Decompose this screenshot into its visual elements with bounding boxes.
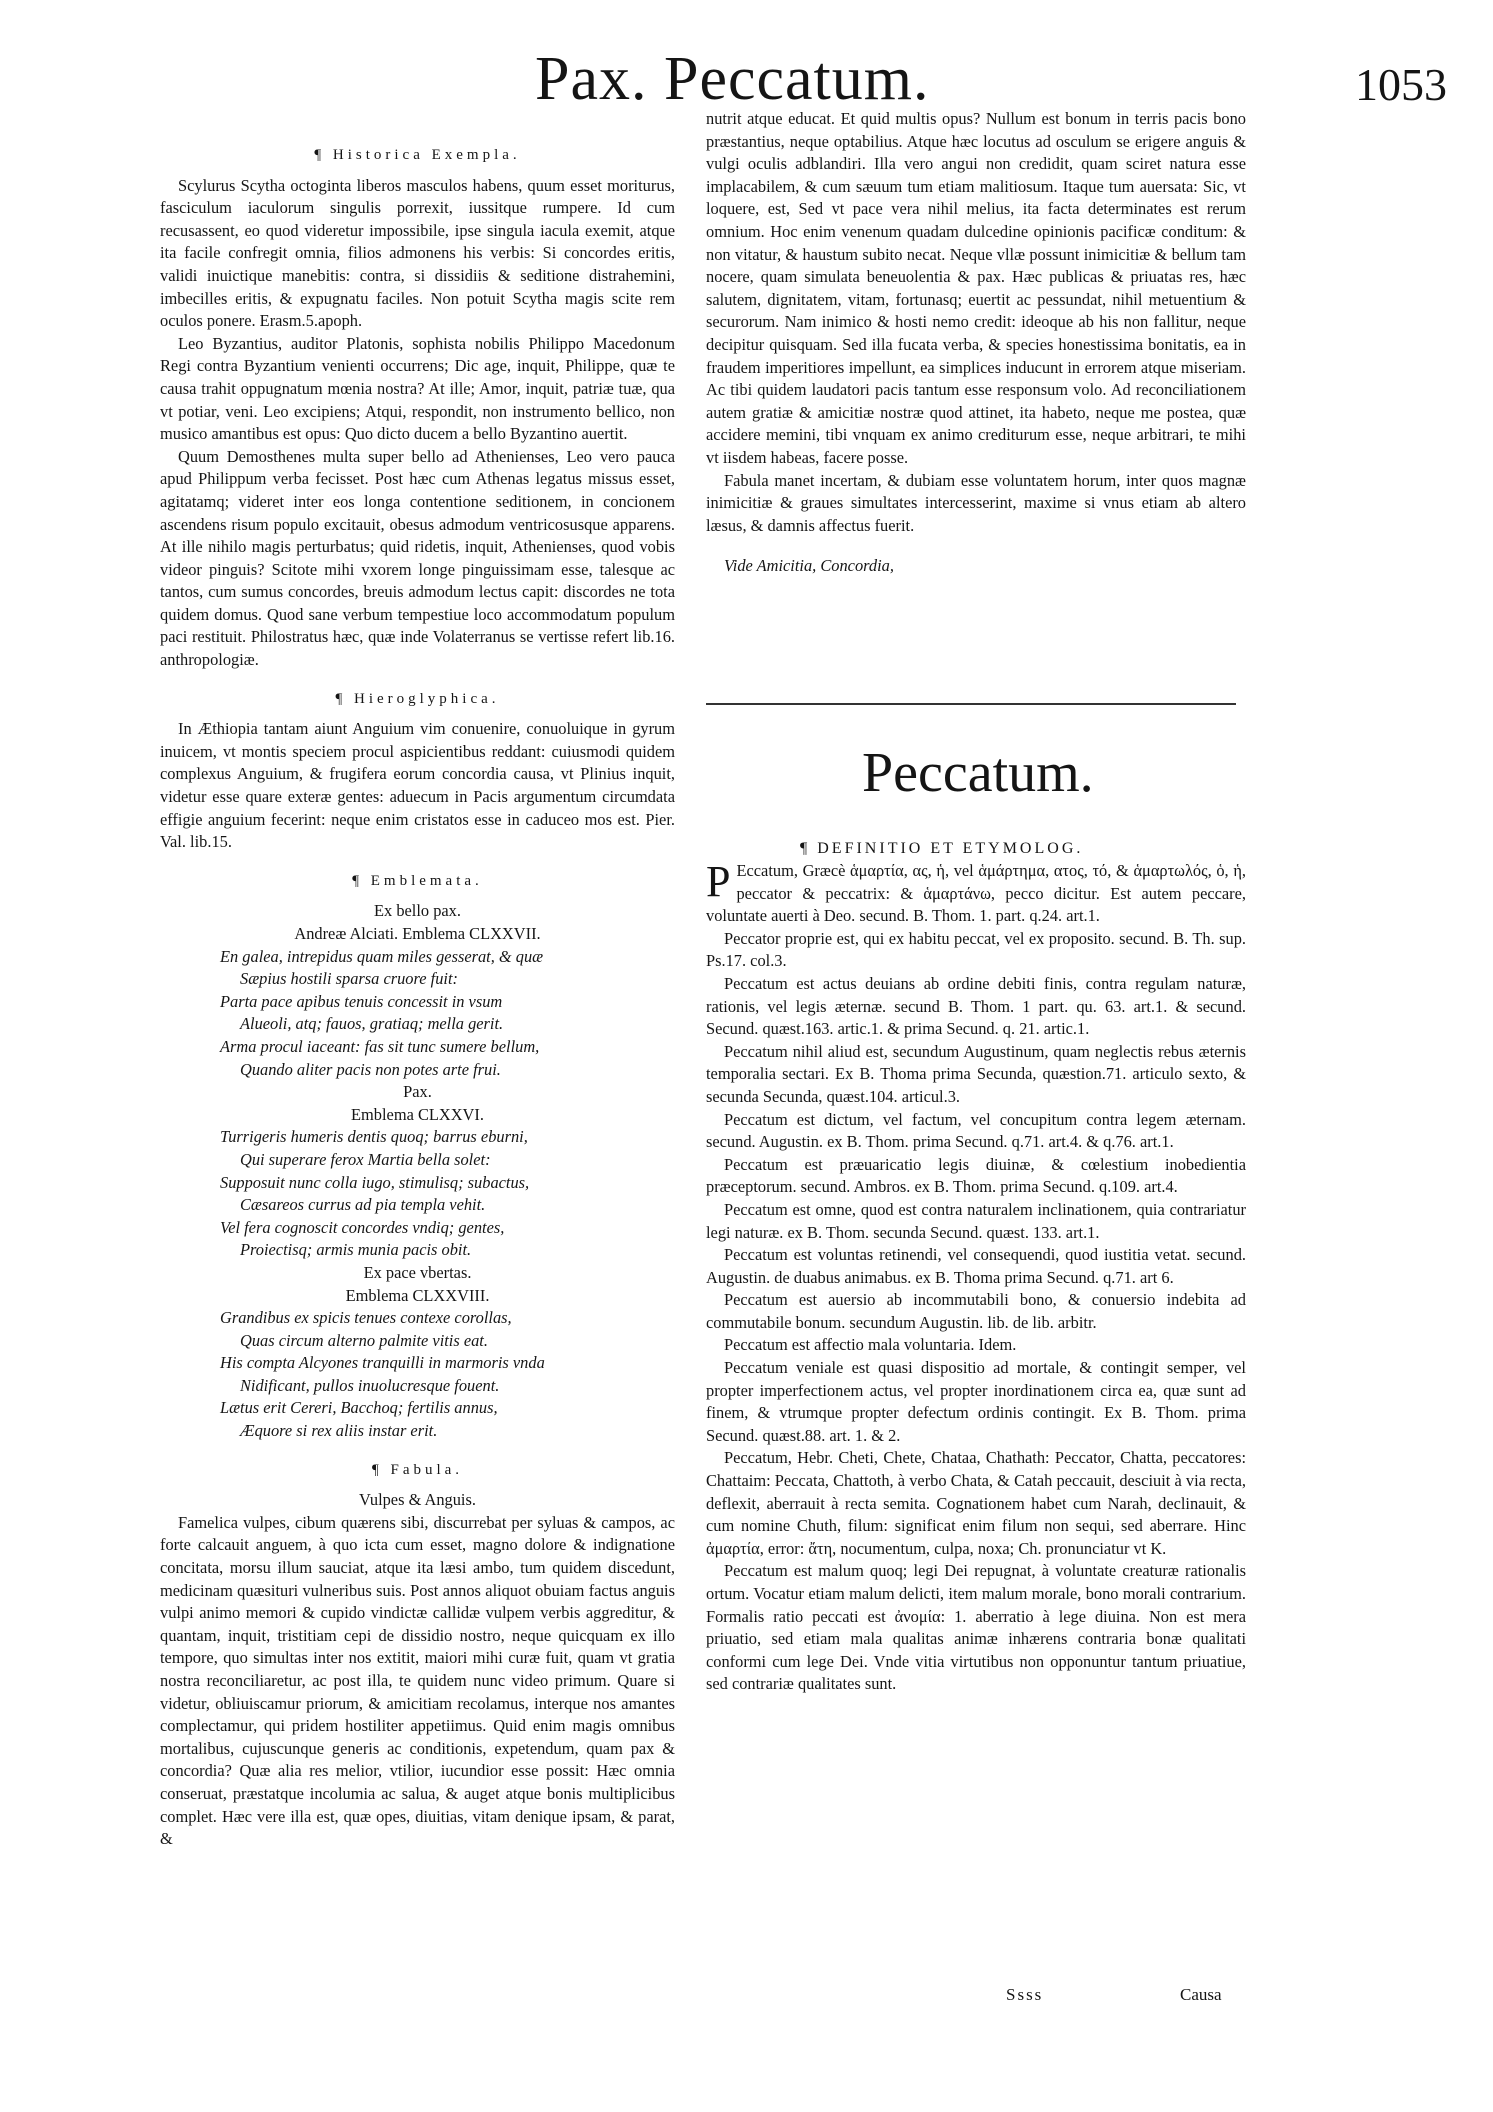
poem-line: His compta Alcyones tranquilli in marmoris vnda <box>220 1353 545 1373</box>
poem-line: Sæpius hostili sparsa cruore fuit: <box>240 969 458 989</box>
signature-mark: Ssss <box>1006 1985 1044 2004</box>
right-column-definitions <box>706 857 1246 1696</box>
paragraph: Peccator proprie est, qui ex habitu peccat, vel ex proposito. secund. B. Th. sup. Ps.17. col.3. <box>706 928 1246 971</box>
poem-line: Parta pace apibus tenuis concessit in vsum <box>220 991 503 1011</box>
emblem-number: Emblema CLXXVI. <box>351 1104 484 1124</box>
paragraph: Peccatum veniale est quasi dispositio ad mortale, & contingit semper, vel propter imperfectionem actus, vel propter inordinationem circa ea, quæ sunt ad finem, & vtrumque propter defectum ordinis contingit. Ex B. Thom. prima Secund. quæst.88. art. 1. & 2. <box>706 1358 1246 1445</box>
section-heading-hieroglyphica: ¶ Hieroglyphica. <box>335 690 500 707</box>
right-column-top <box>706 108 1246 578</box>
emblem-title: Pax. <box>403 1082 432 1102</box>
paragraph: Peccatum est malum quoq; legi Dei repugnat, à voluntate creaturæ rationalis ortum. Vocatur etiam malum delicti, item malum morale, bono morali contrarium. Formalis ratio peccati est ἀνομία: 1. aberratio à lege diuina. Non est mera priuatio, sed etiam mala qualitas animæ inhærens contraria bonæ qualitati conformi cum lege Dei. Vnde vitia virtutibus non opponuntur tantum priuatiue, sed contrariæ qualitates sunt. <box>706 1561 1246 1694</box>
section-heading-emblemata: ¶ Emblemata. <box>352 872 483 889</box>
paragraph: Peccatum est voluntas retinendi, vel consequendi, quod iustitia vetat. secund. Augustin. de duabus animabus. ex B. Thoma prima Secund. q.71. art 6. <box>706 1245 1246 1287</box>
paragraph: Peccatum, Hebr. Cheti, Chete, Chataa, Chathath: Peccator, Chatta, peccatores: Chattaim: Peccata, Chattoth, à verbo Chata, & Catah peccauit, desciuit à via recta, deflexit, aberrauit à recta semita. Cognationem habet cum Narah, declinauit, & cum nomine Chuth, filum: significat enim filum non sequi, sed aberrare. Hinc ἀμαρτία, error: ἄτη, nocumentum, culpa, noxa; Ch. pronunciatur vt K. <box>706 1448 1246 1558</box>
fable-title: Vulpes & Anguis. <box>359 1490 476 1510</box>
poem-line: Alueoli, atq; fauos, gratiaq; mella gerit. <box>240 1014 504 1034</box>
paragraph-text: Eccatum, Græcè ἁμαρτία, ας, ἡ, vel ἁμάρτημα, ατος, τό, & ἁμαρτωλός, ὁ, ἡ, peccator & peccatrix: & ἁμαρτάνω, pecco dicitur. Est autem peccare, voluntate auerti à Deo. secund. B. Thom. 1. part. q.24. art.1. <box>706 861 1246 926</box>
paragraph: Peccatum est affectio mala voluntaria. Idem. <box>724 1335 1017 1355</box>
section-heading-definitio: ¶ DEFINITIO ET ETYMOLOG. <box>800 840 1084 857</box>
poem-line: Æquore si rex aliis instar erit. <box>240 1421 438 1441</box>
page-header-title: Pax. Peccatum. <box>535 45 930 113</box>
paragraph: Scylurus Scytha octoginta liberos masculos habens, quum esset moriturus, fasciculum iaculorum singulis porrexit, iussitque rumpere. Id cum recusassent, eo quod videretur impossibile, ipse singula iacula exemit, atque ita facile confregit omnia, filios admonens his verbis: Si concordes eritis, validi inuictique manebitis: contra, si dissidiis & seditione distrahemini, imbecilles eritis, & expugnatu faciles. Non potuit Scytha magis scite rem oculos ponere. Erasm.5.apoph. <box>160 175 675 331</box>
paragraph: Quum Demosthenes multa super bello ad Athenienses, Leo vero pauca apud Philippum verba fecisset. Post hæc cum Athenas legatus missus esset, agitatamq; videret inter eos longa contentione seditionem, in concionem ascendens risum populo excitauit, obesus admodum ventricosusque apparens. At ille nihilo magis perturbatus; quid ridetis, inquit, Athenienses, quod vobis videor pinguis? Scitote mihi vxorem longe pinguissimam esse, talesque ac tantos, cum sumus concordes, breuis admodum lectus capit: discordes ne tota quidem domus. Quod sane verbum tempestiue loco accommodatum populum paci restituit. Philostratus hæc, quæ inde Volaterranus se vertisse refert lib.16. anthropologiæ. <box>160 446 675 670</box>
paragraph: Peccatum est præuaricatio legis diuinæ, & cœlestium inobedientia præceptorum. secund. Ambros. ex B. Thom. prima Secund. q.109. art.4. <box>706 1154 1246 1197</box>
emblem-number: Emblema CLXXVIII. <box>345 1285 490 1305</box>
drop-cap: P <box>706 857 731 906</box>
section-title: Peccatum. <box>862 742 1094 804</box>
paragraph: Peccatum est dictum, vel factum, vel concupitum contra legem æternam. secund. Augustin. ex B. Thom. prima Secund. q.71. art.4. & q.76. art.1. <box>706 1109 1246 1152</box>
poem-line: Proiectisq; armis munia pacis obit. <box>240 1240 472 1260</box>
poem-line: Arma procul iaceant: fas sit tunc sumere bellum, <box>220 1036 540 1056</box>
paragraph: Peccatum est omne, quod est contra naturalem inclinationem, quia contrariatur legi naturæ. ex B. Thom. secunda Secund. quæst. 133. art.1. <box>706 1199 1246 1242</box>
paragraph: Peccatum est actus deuians ab ordine debiti finis, contra regulam naturæ, rationis, vel legis æternæ. secund B. Thom. 1 part. qu. 63. art.1. & secund. Secund. quæst.163. artic.1. & prima Secund. q. 21. artic.1. <box>706 973 1246 1039</box>
poem-line: Quando aliter pacis non potes arte frui. <box>240 1059 501 1079</box>
paragraph: nutrit atque educat. Et quid multis opus? Nullum est bonum in terris pacis bono præstantius, neque optabilius. Atque hæc locutus ad osculum se erigere anguis & vulgi oculis adblandiri. Illa vero angui non credidit, quam sciret natura esse implacabilem, & cum sæuum tum etiam malitiosum. Itaque tum auersata: Sic, vt loquere, est, Sed vt pace vera nihil melius, ita facta determinates est rerum omnium. Hoc enim venenum quadam dulcedine opinionis pacificæ conditum: & non vitatur, & haustum subito necat. Neque vllæ possunt inimicitiæ & bellum tam nocere, quam simulata beneuolentia & pax. Hæc publicas & priuatas res, hæc salutem, dignitatem, vitam, fortunasq; euertit ac pessundat, nihil metuentium & securorum. Nam inimico & hosti nemo credit: ideoque ab his non fallitur, neque decipitur quisquam. Sed illa fucata verba, & species honestissima bonitatis, ea in fraudem imperitiores impellunt, ea simplices inducunt in errorem atque miseriam. Ac tibi quidem laudatori pacis tantum esse responsum volo. Ad reconciliationem autem gratiæ & amicitiæ nostræ quod attinet, ita habeto, neque me postea, quæ accidere memini, tibi vnquam ex animo crediturum esse, neque arbitrari, te mihi vt iisdem habeas, facere posse. <box>706 109 1246 467</box>
poem-line: Turrigeris humeris dentis quoq; barrus eburni, <box>220 1127 528 1147</box>
section-heading-historica: ¶ Historica Exempla. <box>314 147 521 163</box>
paragraph: Peccatum est auersio ab incommutabili bono, & conuersio indebita ad commutabile bonum. secundum Augustin. lib. de lib. arbitr. <box>706 1290 1246 1332</box>
paragraph <box>706 857 1246 928</box>
emblem-title: Ex pace vbertas. <box>363 1262 472 1282</box>
catchword: Causa <box>1180 1985 1222 2004</box>
poem-line: En galea, intrepidus quam miles gesserat, & quæ <box>220 946 544 966</box>
paragraph: Famelica vulpes, cibum quærens sibi, discurrebat per syluas & campos, ac forte calcauit anguem, à quo icta cum esset, magno dolore & indignatione concitata, morsu illum sauciat, atque ita læsi ambo, tum quidem discedunt, medicinam quæsituri vulneribus suis. Post annos aliquot obuiam factus anguis vulpi animo memori & cupido vindictæ callidæ vulpem verbis aggreditur, & quantam, inquit, tristitiam cepi de dissidio nostro, neque quicquam ex illo tempore, quo simultas inter nos extitit, maiori mihi curæ fuit, quam vt gratia nostra reconciliaretur, ac post illa, te quidem nunc video primum. Quare si videtur, obliuiscamur priorum, & amicitiam recolamus, interque nos amantes complectamur, qui pridem hostiliter appetiimus. Quid enim magis omnibus mortalibus, cujuscunque generis ac conditionis, expetendum, quam pax & concordia? Quæ alia res melior, vtilior, iucundior esse possit: Hæc omnia conseruat, præstatque incolumia ac salua, & auget atque bonis multiplicibus complet. Hæc vere illa est, quæ opes, diuitias, vitam denique ipsam, & parat, & <box>160 1512 675 1849</box>
poem-line: Qui superare ferox Martia bella solet: <box>240 1149 491 1169</box>
emblem-number: Andreæ Alciati. Emblema CLXXVII. <box>294 924 541 943</box>
poem-line: Grandibus ex spicis tenues contexe corollas, <box>220 1308 512 1328</box>
poem-line: Vel fera cognoscit concordes vndiq; gentes, <box>220 1217 505 1237</box>
paragraph: Peccatum nihil aliud est, secundum Augustinum, quam neglectis rebus æternis temporalia sectari. Ex B. Thoma prima Secunda, quæstion.71. articulo sexto, & secunda Secunda, quæst.104. articul.3. <box>706 1041 1246 1106</box>
emblem-title: Ex bello pax. <box>374 901 461 921</box>
poem-line: Nidificant, pullos inuolucresque fouent. <box>240 1375 500 1395</box>
poem-line: Lætus erit Cereri, Bacchoq; fertilis annus, <box>220 1398 498 1418</box>
paragraph: Fabula manet incertam, & dubiam esse voluntatem horum, inter quos magnæ inimicitiæ & graues simultates intercesserint, maxime si vnus etiam ab altero læsus, & damnis affectus fuerit. <box>706 470 1246 535</box>
poem-line: Quas circum alterno palmite vitis eat. <box>240 1330 488 1350</box>
page-number: 1053 <box>1355 59 1447 110</box>
poem-line: Supposuit nunc colla iugo, stimulisq; subactus, <box>220 1172 530 1192</box>
poem-line: Cæsareos currus ad pia templa vehit. <box>240 1195 486 1215</box>
section-heading-fabula: ¶ Fabula. <box>371 1461 464 1478</box>
paragraph: Leo Byzantius, auditor Platonis, sophista nobilis Philippo Macedonum Regi contra Byzantium venienti occurrens; Dic age, inquit, Philippe, quæ te causa trahit oppugnatum mœnia nostra? At ille; Amor, inquit, patriæ tuæ, qua vt potiar, veni. Leo excipiens; Atqui, respondit, non instrumento bellico, non musico amantibus est opus: Quo dicto ducem a bello Byzantino auertit. <box>160 333 675 444</box>
left-column <box>160 128 675 1851</box>
cross-reference: Vide Amicitia, Concordia, <box>724 556 894 576</box>
divider <box>706 703 1236 705</box>
paragraph: In Æthiopia tantam aiunt Anguium vim conuenire, conuoluique in gyrum inuicem, vt montis speciem procul aspicientibus reddant: cuiusmodi quidem complexus Anguium, & frugifera eorum concordia causa, vt Plinius inquit, videtur esse quare exteræ gentes: aduecum in Pacis argumentum circumdata effigie anguium fecerint: neque enim cristatos esse in caduceo mos est. Pier. Val. lib.15. <box>160 719 675 852</box>
